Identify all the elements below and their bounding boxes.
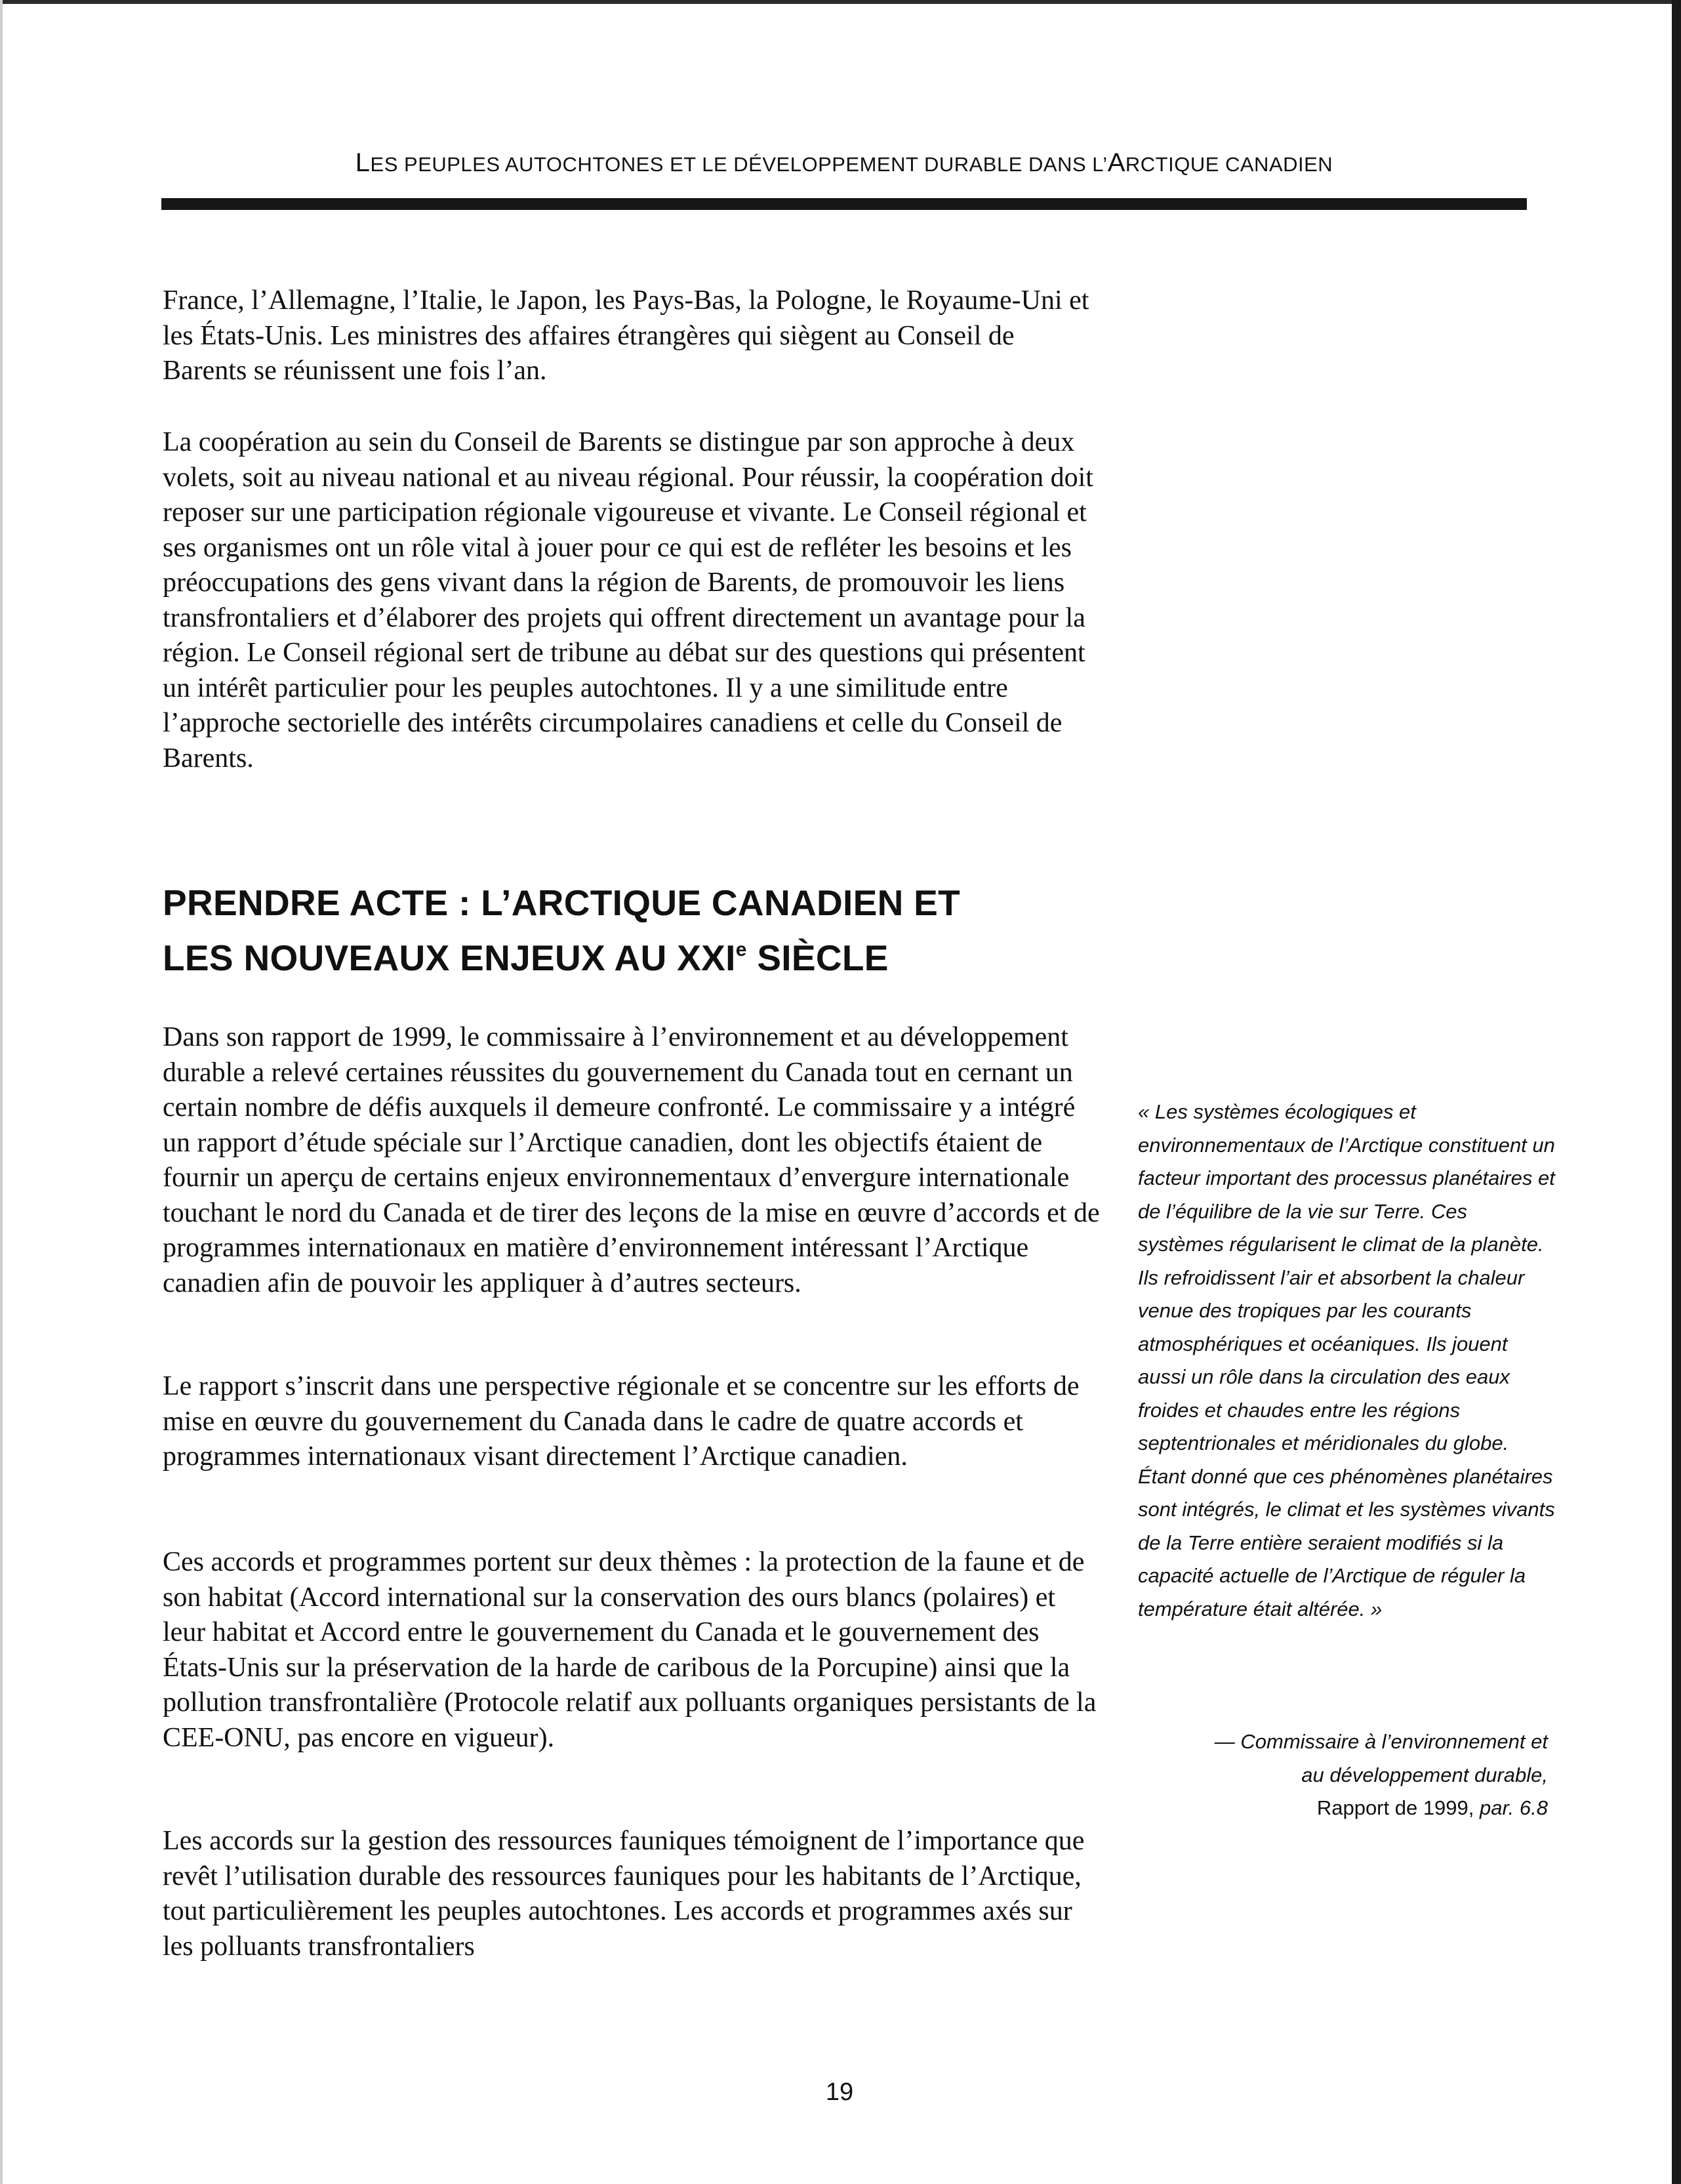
attribution-line-1: — Commissaire à l’environnement et xyxy=(1214,1730,1548,1753)
page-number: 19 xyxy=(825,2078,854,2106)
heading-line-2b: SIÈCLE xyxy=(746,937,889,978)
body-paragraph-4 xyxy=(163,1369,1101,1475)
paragraph-text: Les accords sur la gestion des ressources fauniques témoignent de l’importance que revêt l’utilisation durable des ressources fauniques pour les habitants de l’Arctique, tout particulièrement les peuples autochtones. Les accords et programmes axés sur les polluants transfrontaliers xyxy=(163,1826,1085,1962)
heading-line-2a: LES NOUVEAUX ENJEUX AU XXI xyxy=(163,937,736,978)
sidebar-attribution xyxy=(1138,1725,1548,1825)
scan-edge-left xyxy=(0,0,3,2184)
body-paragraph-1 xyxy=(163,283,1101,389)
paragraph-text: Dans son rapport de 1999, le commissaire à l’environnement et au développement durable a relevé certaines réussites du gouvernement du Canada tout en cernant un certain nombre de défis auxquels il demeure confronté. Le commissaire y a intégré un rapport d’étude spéciale sur l’Arctique canadien, dont les objectifs étaient de fournir un aperçu de certains enjeux environnementaux d’envergure internationale touchant le nord du Canada et de tirer des leçons de la mise en œuvre d’accords et de programmes internationaux en matière d’environnement intéressant l’Arctique canadien afin de pouvoir les appliquer à d’autres secteurs. xyxy=(163,1022,1100,1298)
sidebar-quote: « Les systèmes écologiques et environnementaux de l’Arctique constituent un facteur important des processus planétaires et de l’équilibre de la vie sur Terre. Ces systèmes régularisent le climat de la planète. Ils refroidissent l’air et absorbent la chaleur venue des tropiques par les courants atmosphériques et océaniques. Ils jouent aussi un rôle dans la circulation des eaux froides et chaudes entre les régions septentrionales et méridionales du globe. Étant donné que ces phénomènes planétaires sont intégrés, le climat et les systèmes vivants de la Terre entière seraient modifiés si la capacité actuelle de l’Arctique de réguler la température était altérée. » xyxy=(1138,1100,1555,1620)
running-header-sc2: RC xyxy=(1125,153,1156,176)
paragraph-text: Le rapport s’inscrit dans une perspective régionale et se concentre sur les efforts de mise en œuvre du gouvernement du Canada dans le cadre de quatre accords et programmes internationaux visant directement l’Arctique canadien. xyxy=(163,1371,1080,1472)
body-paragraph-5 xyxy=(163,1545,1101,1756)
heading-line-1: PRENDRE ACTE : L’ARCTIQUE CANADIEN ET xyxy=(163,882,961,923)
running-header-cap1: L xyxy=(355,148,371,177)
attribution-paragraph-ref: par. 6.8 xyxy=(1480,1796,1548,1819)
running-header-sc3: TIQUE CANADIEN xyxy=(1155,153,1333,176)
attribution-line-2: au développement durable, xyxy=(1301,1763,1548,1786)
paragraph-text: Ces accords et programmes portent sur deux thèmes : la protection de la faune et de son habitat (Accord international sur la conservation des ours blancs (polaires) et leur habitat et Accord entre le gouvernement du Canada et le gouvernement des États-Unis sur la préservation de la harde de caribous de la Porcupine) ainsi que la pollution transfrontalière (Protocole relatif aux polluants organiques persistants de la CEE-ONU, pas encore en vigueur). xyxy=(163,1547,1097,1753)
scan-edge-right xyxy=(1672,0,1681,2184)
scan-edge-top xyxy=(0,0,1681,4)
body-paragraph-6 xyxy=(163,1824,1101,1964)
running-header xyxy=(161,148,1527,178)
running-header-cap2: A xyxy=(1107,148,1125,177)
body-paragraph-3 xyxy=(163,1020,1101,1301)
paragraph-text: La coopération au sein du Conseil de Barents se distingue par son approche à deux volets, soit au niveau national et au niveau régional. Pour réussir, la coopération doit reposer sur une participation régionale vigoureuse et vivante. Le Conseil régional et ses organismes ont un rôle vital à jouer pour ce qui est de refléter les besoins et les préoccupations des gens vivant dans la région de Barents, de promouvoir les liens transfrontaliers et d’élaborer des projets qui offrent directement un avantage pour la région. Le Conseil régional sert de tribune au débat sur des questions qui présentent un intérêt particulier pour les peuples autochtones. Il y a une similitude entre l’approche sectorielle des intérêts circumpolaires canadiens et celle du Conseil de Barents. xyxy=(163,427,1093,773)
running-header-sc1: ES PEUPLES AUTOCHTONES ET LE DÉVELOPPEMENT DURABLE DANS L’ xyxy=(370,153,1108,176)
paragraph-text: France, l’Allemagne, l’Italie, le Japon, les Pays-Bas, la Pologne, le Royaume-Uni et les États-Unis. Les ministres des affaires étrangères qui siègent au Conseil de Barents se réunissent une fois l’an. xyxy=(163,285,1089,386)
body-paragraph-2 xyxy=(163,425,1101,776)
attribution-line-3 xyxy=(1138,1792,1548,1825)
section-heading xyxy=(163,879,1114,981)
attribution-report: Rapport de 1999, xyxy=(1316,1796,1480,1819)
header-rule xyxy=(161,198,1527,210)
heading-superscript: e xyxy=(735,939,747,960)
